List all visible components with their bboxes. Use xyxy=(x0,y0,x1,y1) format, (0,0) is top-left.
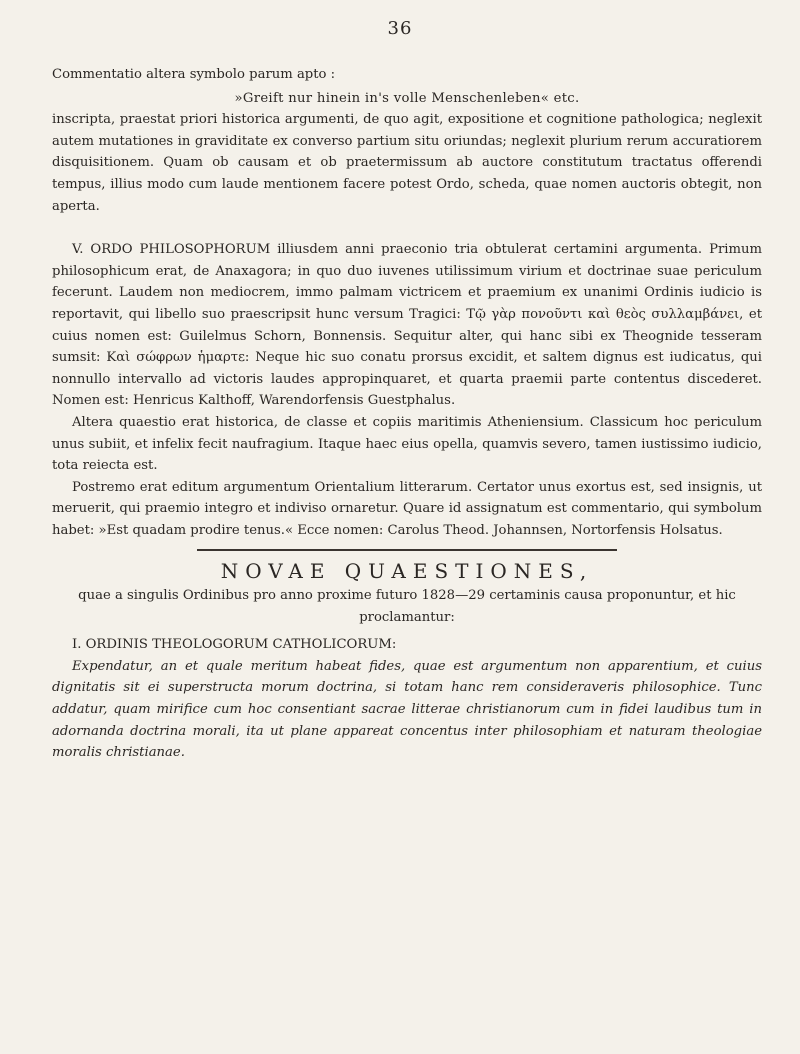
section-divider xyxy=(197,549,617,551)
spacer xyxy=(52,217,762,239)
motto-line: »Greift nur hinein in's volle Menschenleben« etc. xyxy=(234,90,580,106)
section-v-paragraph: V. ORDO PHILOSOPHORUM illiusdem anni praeconio tria obtulerat certamini argumenta. Primum philosophicum erat, de Anaxagora; in quo duo iuvenes utilissimum virium et doctrinae suae periculum fecerunt. Laudem non mediocrem, immo palmam victricem et praemium ex unanimi Ordinis iudicio is reportavit, qui libello suo praescripsit hunc versum Tragici: Τῷ γὰρ πονοῦντι καὶ θεὸς συλλαμβάνει, et cuius nomen est: Guilelmus Schorn, Bonnensis. Sequitur alter, qui hanc sibi ex Theognide tesseram sumsit: Καὶ σώφρων ἡμαρτε: Neque hic suo conatu prorsus excidit, et saltem dignus est iudicatus, qui nonnullo intervallo ad victoris laudes appropinquaret, et quarta praemii parte contentus discederet. Nomen est: Henricus Kalthoff, Warendorfensis Guestphalus. xyxy=(52,242,762,409)
paragraph-commentatio: inscripta, praestat priori historica argumenti, de quo agit, expositione et cognitione pathologica; neglexit autem mutationes in graviditate ex converso partium situ oriundas; neglexit plurium rerum accuratiorem disquisitionem. Quam ob causam et ob praetermissum ab auctore constitutum tractatus offerendi tempus, illius modo cum laude mentionem facere potest Ordo, scheda, quae nomen auctoris obtegit, non aperta. xyxy=(52,112,762,214)
item-i-title: I. ORDINIS THEOLOGORUM CATHOLICORUM: xyxy=(72,637,397,653)
novae-quaestiones-subtitle: quae a singulis Ordinibus pro anno proxime futuro 1828—29 certaminis causa proponuntur, et hic proclamantur: xyxy=(78,588,736,625)
page-body xyxy=(52,64,762,764)
page-number: 36 xyxy=(387,18,413,39)
novae-quaestiones-heading: NOVAE QUAESTIONES, xyxy=(220,559,594,584)
paragraph-historica: Altera quaestio erat historica, de classe et copiis maritimis Atheniensium. Classicum hoc periculum unus subiit, et infelix fecit naufragium. Itaque haec eius opella, quamvis severo, tamen iustissimo iudicio, tota reiecta est. xyxy=(52,414,762,474)
paragraph-postremo: Postremo erat editum argumentum Orientalium litterarum. Certator unus exortus est, sed insignis, ut meruerit, qui praemio integro et indiviso ornaretur. Quare id assignatum est commentario, qui symbolum habet: »Est quadam prodire tenus.« Ecce nomen: Carolus Theod. Johannsen, Nortorfensis Holsatus. xyxy=(52,479,762,538)
item-i-text: Expendatur, an et quale meritum habeat fides, quae est argumentum non apparentium, et cuius dignitatis sit ei superstructa morum doctrina, si totam hanc rem consideraveris philosophice. Tunc addatur, quam mirifice cum hoc consentiant sacrae litterae christianorum cum in fidei laudibus tum in adornanda doctrina morali, ita ut plane appareat concentus inter philosophiam et naturam theologiae moralis christianae. xyxy=(52,658,762,761)
intro-line: Commentatio altera symbolo parum apto : xyxy=(52,67,336,82)
